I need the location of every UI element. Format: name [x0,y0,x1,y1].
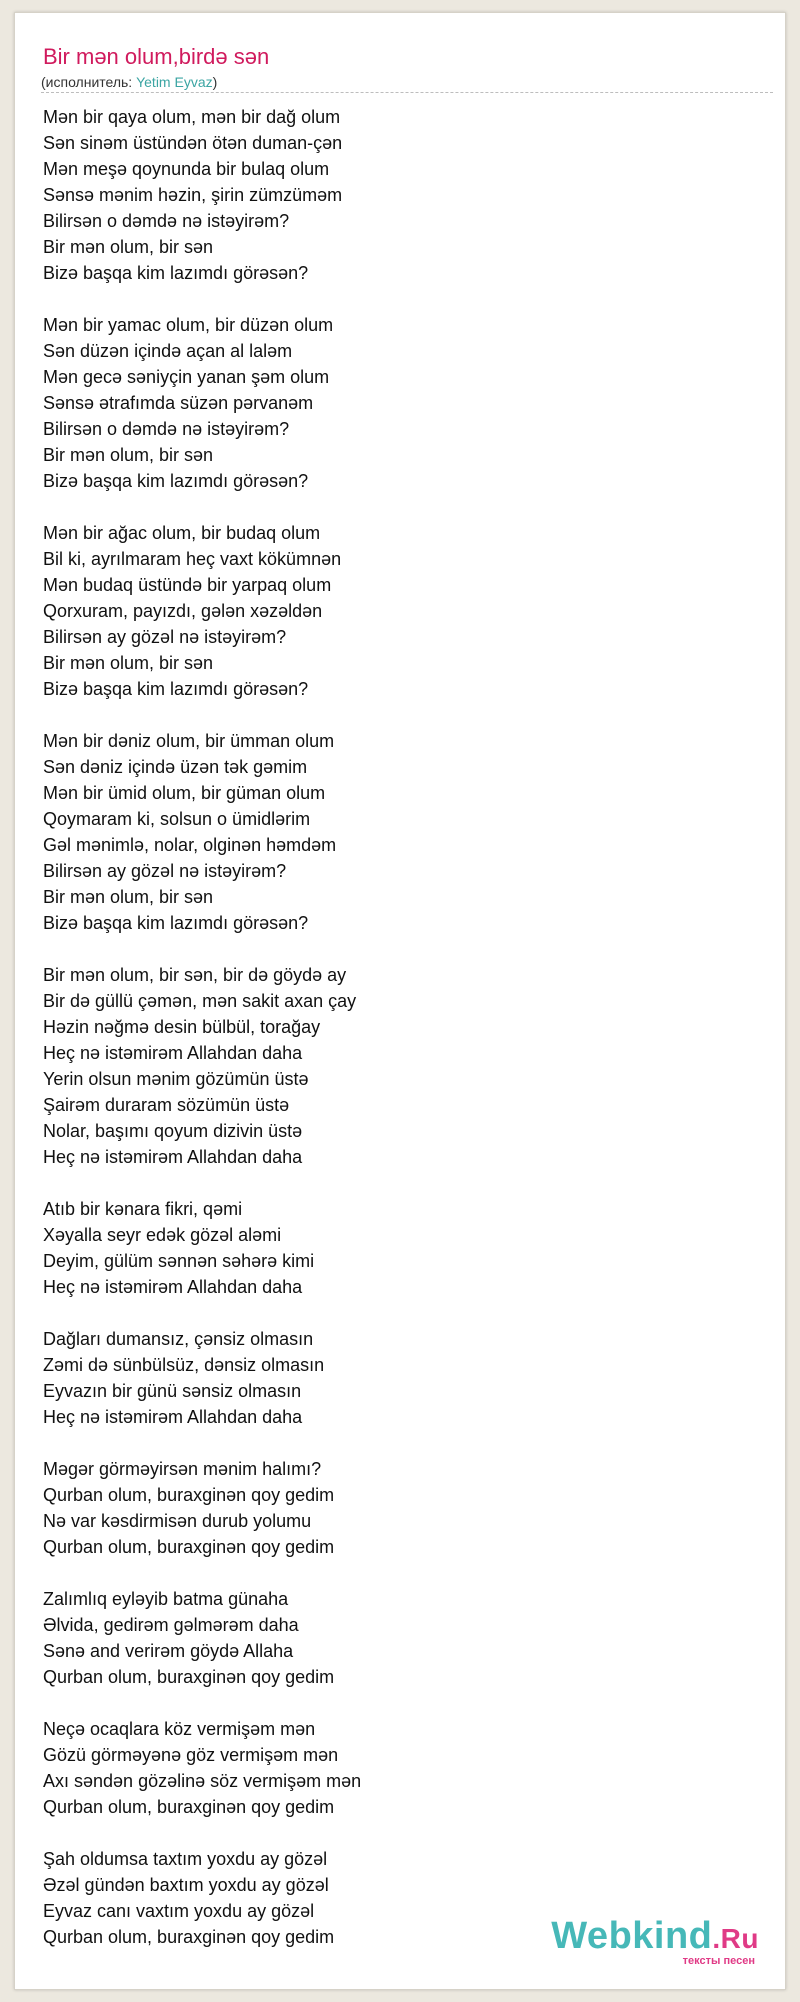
lyric-line: Əlvida, gedirəm gəlmərəm daha [43,1615,299,1635]
performer-suffix: ) [212,74,218,90]
lyric-line: Neçə ocaqlara köz vermişəm mən [43,1719,316,1739]
song-title: Bir mən olum,birdə sən [43,44,270,69]
lyric-line: Sən dəniz içində üzən tək gəmim [43,757,308,777]
lyric-line: Nə var kəsdirmisən durub yolumu [43,1511,312,1531]
lyric-line: Qurban olum, buraxginən qoy gedim [43,1537,335,1557]
lyric-line: Bizə başqa kim lazımdı görəsən? [43,679,309,699]
lyric-line: Mən bir ümid olum, bir güman olum [43,783,326,803]
lyric-line: Zəmi də sünbülsüz, dənsiz olmasın [43,1355,325,1375]
lyric-line: Bizə başqa kim lazımdı görəsən? [43,913,309,933]
lyric-line: Mən bir dəniz olum, bir ümman olum [43,731,335,751]
lyric-line: Şah oldumsa taxtım yoxdu ay gözəl [43,1849,328,1869]
lyric-line: Bilirsən o dəmdə nə istəyirəm? [43,211,290,231]
logo-tagline: тексты песен [682,1955,755,1967]
lyric-line: Sən sinəm üstündən ötən duman-çən [43,133,343,153]
stanza [43,728,361,936]
lyric-line: Yerin olsun mənim gözümün üstə [43,1069,309,1089]
dashed-divider [41,92,773,93]
lyric-line: Mən budaq üstündə bir yarpaq olum [43,575,332,595]
logo-name: Webkind [551,1915,713,1957]
lyric-line: Heç nə istəmirəm Allahdan daha [43,1407,303,1427]
stanza [43,1456,361,1560]
lyric-line: Heç nə istəmirəm Allahdan daha [43,1147,303,1167]
artist-link[interactable]: Yetim Eyvaz [136,74,213,90]
lyric-line: Sənsə mənim həzin, şirin zümzüməm [43,185,343,205]
lyric-line: Mən bir yamac olum, bir düzən olum [43,315,334,335]
lyric-line: Axı səndən gözəlinə söz vermişəm mən [43,1771,362,1791]
lyric-line: Həzin nəğmə desin bülbül, torağay [43,1017,321,1037]
lyric-line: Bilirsən ay gözəl nə istəyirəm? [43,627,287,647]
lyric-line: Gəl mənimlə, nolar, olginən həmdəm [43,835,337,855]
lyric-line: Sənə and verirəm göydə Allaha [43,1641,294,1661]
lyric-line: Sənsə ətrafımda süzən pərvanəm [43,393,314,413]
stanza [43,1196,361,1300]
lyric-line: Bir mən olum, bir sən [43,237,214,257]
lyric-line: Heç nə istəmirəm Allahdan daha [43,1277,303,1297]
lyric-line: Bir mən olum, bir sən [43,653,214,673]
lyric-line: Əzəl gündən baxtım yoxdu ay gözəl [43,1875,329,1895]
lyric-line: Mən meşə qoynunda bir bulaq olum [43,159,330,179]
stanza [43,1326,361,1430]
lyric-line: Bizə başqa kim lazımdı görəsən? [43,263,309,283]
stanza [43,104,361,286]
lyric-line: Bir mən olum, bir sən [43,445,214,465]
lyric-line: Bir mən olum, bir sən, bir də göydə ay [43,965,347,985]
lyric-line: Atıb bir kənara fikri, qəmi [43,1199,243,1219]
lyric-line: Deyim, gülüm sənnən səhərə kimi [43,1251,315,1271]
lyric-line: Bizə başqa kim lazımdı görəsən? [43,471,309,491]
lyric-line: Mən bir ağac olum, bir budaq olum [43,523,321,543]
stanza [43,1586,361,1690]
performer-line [41,73,217,91]
lyric-line: Gözü görməyənə göz vermişəm mən [43,1745,339,1765]
lyric-line: Məgər görməyirsən mənim halımı? [43,1459,322,1479]
lyric-line: Mən gecə səniyçin yanan şəm olum [43,367,330,387]
lyric-line: Eyvaz canı vaxtım yoxdu ay gözəl [43,1901,315,1921]
lyric-line: Qoymaram ki, solsun o ümidlərim [43,809,311,829]
lyric-line: Qurban olum, buraxginən qoy gedim [43,1797,335,1817]
lyrics-card [14,12,786,1990]
lyrics-body [43,104,361,1976]
lyric-line: Şairəm duraram sözümün üstə [43,1095,290,1115]
lyric-line: Mən bir qaya olum, mən bir dağ olum [43,107,341,127]
lyric-line: Qorxuram, payızdı, gələn xəzəldən [43,601,323,621]
lyric-line: Eyvazın bir günü sənsiz olmasın [43,1381,302,1401]
lyric-line: Bil ki, ayrılmaram heç vaxt kökümnən [43,549,342,569]
performer-prefix: (исполнитель: [41,74,137,90]
lyric-line: Heç nə istəmirəm Allahdan daha [43,1043,303,1063]
lyric-line: Zalımlıq eyləyib batma günaha [43,1589,289,1609]
lyric-line: Qurban olum, buraxginən qoy gedim [43,1927,335,1947]
lyric-line: Bir mən olum, bir sən [43,887,214,907]
lyric-line: Qurban olum, buraxginən qoy gedim [43,1485,335,1505]
lyric-line: Qurban olum, buraxginən qoy gedim [43,1667,335,1687]
lyric-line: Nolar, başımı qoyum dizivin üstə [43,1121,303,1141]
stanza [43,312,361,494]
site-logo[interactable] [551,1916,759,1967]
lyric-line: Bilirsən ay gözəl nə istəyirəm? [43,861,287,881]
lyric-line: Xəyalla seyr edək gözəl aləmi [43,1225,282,1245]
stanza [43,1846,361,1950]
lyric-line: Bilirsən o dəmdə nə istəyirəm? [43,419,290,439]
logo-tld: .Ru [712,1923,759,1954]
lyric-line: Dağları dumansız, çənsiz olmasın [43,1329,314,1349]
stanza [43,520,361,702]
stanza [43,962,361,1170]
lyric-line: Sən düzən içində açan al laləm [43,341,293,361]
stanza [43,1716,361,1820]
lyric-line: Bir də güllü çəmən, mən sakit axan çay [43,991,357,1011]
